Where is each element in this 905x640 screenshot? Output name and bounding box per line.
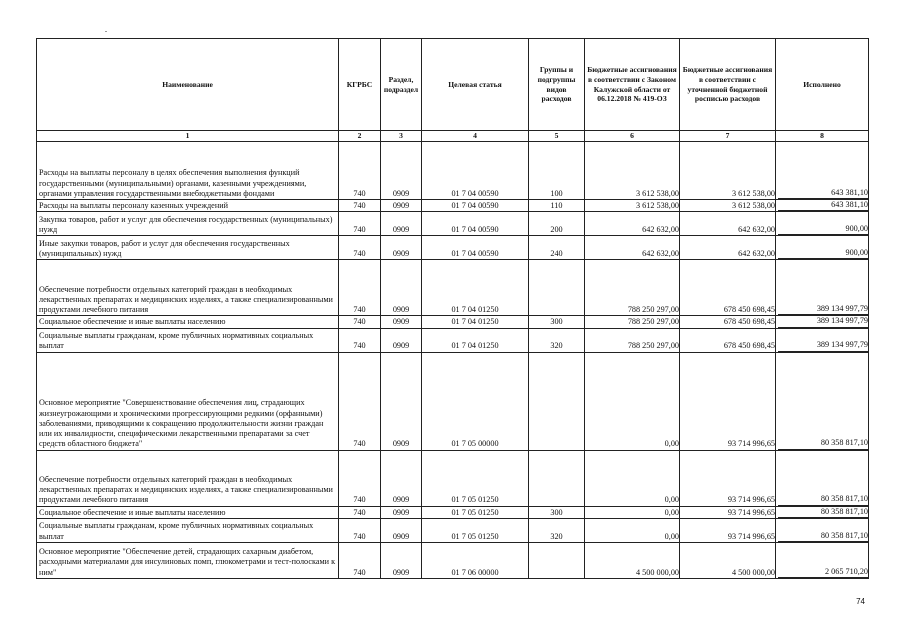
scan-speck bbox=[105, 31, 107, 32]
row-name-cell: Социальные выплаты гражданам, кроме публичных нормативных социальных выплат bbox=[37, 328, 339, 352]
law-amount-cell-value: 0,00 bbox=[664, 495, 679, 505]
kgrbs-cell: 740 bbox=[339, 328, 381, 352]
refined-amount-cell bbox=[680, 542, 776, 578]
executed-amount-cell-value: 80 358 817,10 bbox=[778, 494, 868, 505]
executed-amount-cell-value: 900,00 bbox=[778, 248, 868, 259]
law-amount-cell-value: 4 500 000,00 bbox=[636, 567, 679, 577]
target-cell: 01 7 05 01250 bbox=[422, 450, 529, 506]
law-amount-cell-value: 642 632,00 bbox=[642, 249, 679, 258]
target-cell: 01 7 04 00590 bbox=[422, 142, 529, 200]
row-name-cell: Обеспечение потребности отдельных категорий граждан в необходимых лекарственных препаратах и медицинских изделиях, а также специализированными продуктами лечебного питания bbox=[37, 450, 339, 506]
law-amount-cell-value: 788 250 297,00 bbox=[627, 317, 679, 327]
row-name-cell: Расходы на выплаты персоналу в целях обеспечения выполнения функций государственными (муниципальными) органами, казенными учреждениями, органами управления государственными внебюджетными фондами bbox=[37, 142, 339, 200]
column-number: 8 bbox=[776, 131, 869, 142]
kgrbs-cell: 740 bbox=[339, 316, 381, 328]
refined-amount-cell bbox=[680, 142, 776, 200]
section-cell: 0909 bbox=[381, 518, 422, 542]
target-cell: 01 7 04 01250 bbox=[422, 260, 529, 316]
target-cell: 01 7 04 00590 bbox=[422, 200, 529, 212]
table-row bbox=[37, 518, 869, 542]
header-section: Раздел, подраздел bbox=[381, 39, 422, 131]
table-row bbox=[37, 506, 869, 518]
law-amount-cell bbox=[585, 260, 680, 316]
table-row bbox=[37, 450, 869, 506]
refined-amount-cell-value: 3 612 538,00 bbox=[732, 201, 775, 210]
executed-amount-cell bbox=[776, 518, 869, 542]
budget-table bbox=[36, 38, 869, 579]
refined-amount-cell bbox=[680, 352, 776, 450]
kgrbs-cell: 740 bbox=[339, 450, 381, 506]
executed-amount-cell-value: 643 381,10 bbox=[778, 200, 868, 211]
refined-amount-cell bbox=[680, 518, 776, 542]
kgrbs-cell: 740 bbox=[339, 212, 381, 236]
group-cell: 240 bbox=[529, 236, 585, 260]
executed-amount-cell-value: 2 065 710,20 bbox=[778, 567, 868, 578]
section-cell: 0909 bbox=[381, 352, 422, 450]
refined-amount-cell-value: 93 714 996,65 bbox=[727, 439, 775, 449]
law-amount-cell bbox=[585, 450, 680, 506]
law-amount-cell-value: 3 612 538,00 bbox=[636, 188, 679, 198]
group-cell: 100 bbox=[529, 142, 585, 200]
header-executed: Исполнено bbox=[776, 39, 869, 131]
table-row bbox=[37, 352, 869, 450]
section-cell: 0909 bbox=[381, 260, 422, 316]
executed-amount-cell-value: 389 134 997,79 bbox=[778, 316, 868, 327]
executed-amount-cell bbox=[776, 328, 869, 352]
refined-amount-cell bbox=[680, 316, 776, 328]
section-cell: 0909 bbox=[381, 542, 422, 578]
law-amount-cell-value: 0,00 bbox=[664, 531, 679, 541]
law-amount-cell bbox=[585, 328, 680, 352]
law-amount-cell-value: 0,00 bbox=[664, 507, 679, 517]
refined-amount-cell bbox=[680, 450, 776, 506]
section-cell: 0909 bbox=[381, 200, 422, 212]
executed-amount-cell-value: 80 358 817,10 bbox=[778, 438, 868, 449]
group-cell: 300 bbox=[529, 506, 585, 518]
table-row bbox=[37, 260, 869, 316]
row-name-cell: Социальные выплаты гражданам, кроме публичных нормативных социальных выплат bbox=[37, 518, 339, 542]
target-cell: 01 7 04 01250 bbox=[422, 328, 529, 352]
group-cell: 320 bbox=[529, 328, 585, 352]
refined-amount-cell bbox=[680, 236, 776, 260]
target-cell: 01 7 05 00000 bbox=[422, 352, 529, 450]
section-cell: 0909 bbox=[381, 328, 422, 352]
table-row bbox=[37, 328, 869, 352]
executed-amount-cell-value: 389 134 997,79 bbox=[778, 304, 868, 315]
target-cell: 01 7 06 00000 bbox=[422, 542, 529, 578]
group-cell: 300 bbox=[529, 316, 585, 328]
refined-amount-cell-value: 3 612 538,00 bbox=[732, 188, 775, 198]
law-amount-cell bbox=[585, 200, 680, 212]
law-amount-cell bbox=[585, 236, 680, 260]
executed-amount-cell bbox=[776, 506, 869, 518]
law-amount-cell bbox=[585, 142, 680, 200]
law-amount-cell bbox=[585, 542, 680, 578]
header-row bbox=[37, 39, 869, 131]
row-name-cell: Расходы на выплаты персоналу казенных учреждений bbox=[37, 200, 339, 212]
row-name-cell: Социальное обеспечение и иные выплаты населению bbox=[37, 506, 339, 518]
column-number: 1 bbox=[37, 131, 339, 142]
target-cell: 01 7 04 00590 bbox=[422, 212, 529, 236]
table-row bbox=[37, 236, 869, 260]
section-cell: 0909 bbox=[381, 316, 422, 328]
group-cell bbox=[529, 450, 585, 506]
refined-amount-cell-value: 93 714 996,65 bbox=[727, 495, 775, 505]
group-cell: 320 bbox=[529, 518, 585, 542]
column-number: 4 bbox=[422, 131, 529, 142]
refined-amount-cell-value: 642 632,00 bbox=[738, 225, 775, 234]
law-amount-cell bbox=[585, 212, 680, 236]
header-law: Бюджетные ассигнования в соответствии с Законом Калужской области от 06.12.2018 № 419-ОЗ bbox=[585, 39, 680, 131]
law-amount-cell-value: 0,00 bbox=[664, 439, 679, 449]
law-amount-cell bbox=[585, 316, 680, 328]
kgrbs-cell: 740 bbox=[339, 200, 381, 212]
kgrbs-cell: 740 bbox=[339, 352, 381, 450]
group-cell bbox=[529, 542, 585, 578]
header-groups: Группы и подгруппы видов расходов bbox=[529, 39, 585, 131]
section-cell: 0909 bbox=[381, 236, 422, 260]
executed-amount-cell bbox=[776, 142, 869, 200]
law-amount-cell bbox=[585, 518, 680, 542]
column-number-row bbox=[37, 131, 869, 142]
row-name-cell: Основное мероприятие "Совершенствование обеспечения лиц, страдающих жизнеугрожающими и хроническими прогрессирующими редкими (орфанными) заболеваниями, приводящими к сокращению продолжительности жизни граждан или их инвалидности, специфическими лекарственными препаратами за счет средств областного бюджета" bbox=[37, 352, 339, 450]
kgrbs-cell: 740 bbox=[339, 542, 381, 578]
executed-amount-cell bbox=[776, 450, 869, 506]
refined-amount-cell bbox=[680, 506, 776, 518]
executed-amount-cell-value: 643 381,10 bbox=[778, 188, 868, 199]
executed-amount-cell bbox=[776, 212, 869, 236]
executed-amount-cell bbox=[776, 260, 869, 316]
target-cell: 01 7 04 00590 bbox=[422, 236, 529, 260]
law-amount-cell-value: 3 612 538,00 bbox=[636, 201, 679, 210]
section-cell: 0909 bbox=[381, 142, 422, 200]
table-row bbox=[37, 212, 869, 236]
executed-amount-cell-value: 80 358 817,10 bbox=[778, 507, 868, 518]
refined-amount-cell bbox=[680, 212, 776, 236]
refined-amount-cell-value: 93 714 996,65 bbox=[727, 531, 775, 541]
executed-amount-cell bbox=[776, 200, 869, 212]
column-number: 6 bbox=[585, 131, 680, 142]
refined-amount-cell-value: 678 450 698,45 bbox=[723, 305, 775, 314]
refined-amount-cell-value: 678 450 698,45 bbox=[723, 341, 775, 351]
law-amount-cell bbox=[585, 506, 680, 518]
executed-amount-cell bbox=[776, 316, 869, 328]
page-number: 74 bbox=[856, 597, 865, 606]
refined-amount-cell-value: 678 450 698,45 bbox=[723, 317, 775, 327]
section-cell: 0909 bbox=[381, 450, 422, 506]
group-cell: 200 bbox=[529, 212, 585, 236]
group-cell bbox=[529, 260, 585, 316]
target-cell: 01 7 04 01250 bbox=[422, 316, 529, 328]
refined-amount-cell bbox=[680, 200, 776, 212]
executed-amount-cell bbox=[776, 542, 869, 578]
header-refined: Бюджетные ассигнования в соответствии с уточненной бюджетной росписью расходов bbox=[680, 39, 776, 131]
header-kgrbs: КГРБС bbox=[339, 39, 381, 131]
table-row bbox=[37, 142, 869, 200]
law-amount-cell-value: 788 250 297,00 bbox=[627, 305, 679, 314]
row-name-cell: Социальное обеспечение и иные выплаты населению bbox=[37, 316, 339, 328]
refined-amount-cell-value: 93 714 996,65 bbox=[727, 507, 775, 517]
law-amount-cell bbox=[585, 352, 680, 450]
column-number: 5 bbox=[529, 131, 585, 142]
group-cell: 110 bbox=[529, 200, 585, 212]
target-cell: 01 7 05 01250 bbox=[422, 518, 529, 542]
kgrbs-cell: 740 bbox=[339, 260, 381, 316]
column-number: 7 bbox=[680, 131, 776, 142]
row-name-cell: Основное мероприятие "Обеспечение детей, страдающих сахарным диабетом, расходными материалами для инсулиновых помп, глюкометрами и тест-полосками к ним" bbox=[37, 542, 339, 578]
column-number: 3 bbox=[381, 131, 422, 142]
refined-amount-cell bbox=[680, 328, 776, 352]
refined-amount-cell bbox=[680, 260, 776, 316]
header-target: Целевая статья bbox=[422, 39, 529, 131]
section-cell: 0909 bbox=[381, 212, 422, 236]
refined-amount-cell-value: 642 632,00 bbox=[738, 249, 775, 258]
kgrbs-cell: 740 bbox=[339, 518, 381, 542]
table-row bbox=[37, 542, 869, 578]
header-name: Наименование bbox=[37, 39, 339, 131]
executed-amount-cell-value: 80 358 817,10 bbox=[778, 531, 868, 542]
row-name-cell: Обеспечение потребности отдельных категорий граждан в необходимых лекарственных препаратах и медицинских изделиях, а также специализированными продуктами лечебного питания bbox=[37, 260, 339, 316]
law-amount-cell-value: 642 632,00 bbox=[642, 225, 679, 234]
law-amount-cell-value: 788 250 297,00 bbox=[627, 341, 679, 351]
refined-amount-cell-value: 4 500 000,00 bbox=[732, 567, 775, 577]
kgrbs-cell: 740 bbox=[339, 506, 381, 518]
table-row bbox=[37, 316, 869, 328]
row-name-cell: Иные закупки товаров, работ и услуг для обеспечения государственных (муниципальных) нужд bbox=[37, 236, 339, 260]
kgrbs-cell: 740 bbox=[339, 236, 381, 260]
target-cell: 01 7 05 01250 bbox=[422, 506, 529, 518]
executed-amount-cell bbox=[776, 236, 869, 260]
table-row bbox=[37, 200, 869, 212]
section-cell: 0909 bbox=[381, 506, 422, 518]
group-cell bbox=[529, 352, 585, 450]
kgrbs-cell: 740 bbox=[339, 142, 381, 200]
executed-amount-cell-value: 389 134 997,79 bbox=[778, 340, 868, 351]
row-name-cell: Закупка товаров, работ и услуг для обеспечения государственных (муниципальных) нужд bbox=[37, 212, 339, 236]
executed-amount-cell-value: 900,00 bbox=[778, 224, 868, 235]
executed-amount-cell bbox=[776, 352, 869, 450]
column-number: 2 bbox=[339, 131, 381, 142]
